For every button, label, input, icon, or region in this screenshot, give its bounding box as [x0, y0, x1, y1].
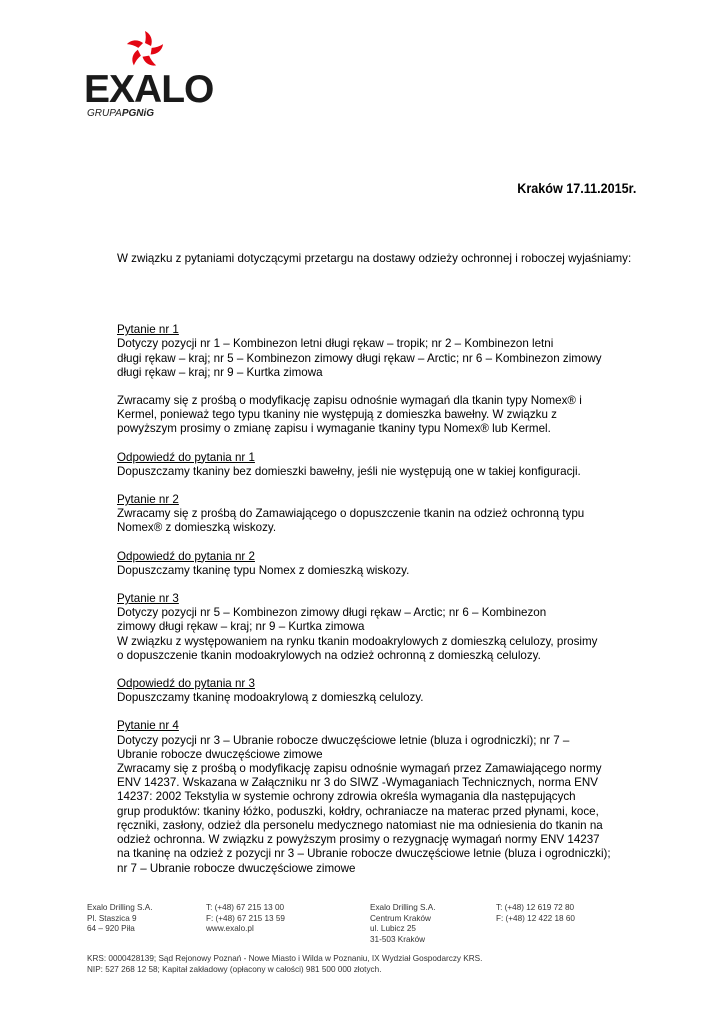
qa-heading: Odpowiedź do pytania nr 2	[117, 549, 255, 563]
qa-block	[117, 323, 638, 380]
letter-body	[117, 252, 638, 890]
star-petal	[127, 38, 143, 49]
qa-line: Zwracamy się z prośbą o modyfikację zapisu odnośnie wymagań przez Zamawiającego normy	[117, 762, 602, 776]
qa-heading: Pytanie nr 2	[117, 493, 179, 507]
qa-line: długi rękaw – kraj; nr 9 – Kurtka zimowa	[117, 365, 323, 379]
qa-line: na tkaninę na odzież z pozycji nr 3 – Ubranie robocze dwuczęściowe letnie (bluza i ogrodniczki);	[117, 847, 611, 861]
document-date: Kraków 17.11.2015r.	[516, 180, 636, 196]
qa-line: Zwracamy się z prośbą o modyfikację zapisu odnośnie wymagań dla tkanin typy Nomex® i	[117, 394, 582, 408]
intro-paragraph: W związku z pytaniami dotyczącymi przetargu na dostawy odzieży ochronnej i roboczej wyjaśniamy:	[117, 252, 632, 265]
qa-line: Dopuszczamy tkaniny bez domieszki bawełny, jeśli nie występują one w takiej konfiguracji.	[117, 464, 581, 478]
qa-line: powyższym prosimy o zmianę zapisu i wymaganie tkaniny typu Nomex® lub Kermel.	[117, 422, 551, 436]
footer-line: 64 – 920 Piła	[87, 924, 135, 933]
company-logo	[84, 28, 214, 123]
qa-block	[117, 493, 638, 536]
qa-line: Zwracamy się z prośbą do Zamawiającego o dopuszczenie tkanin na odzież ochronną typu	[117, 507, 585, 521]
qa-line: 14237: 2002 Tekstylia w systemie ochrony zdrowia określa wymagania dla następujących	[117, 790, 576, 804]
qa-line: Dotyczy pozycji nr 1 – Kombinezon letni długi rękaw – tropik; nr 2 – Kombinezon letni	[117, 337, 554, 351]
qa-line: Nomex® z domieszką wiskozy.	[117, 521, 277, 535]
footer-legal-line: KRS: 0000428139; Sąd Rejonowy Poznań - Nowe Miasto i Wilda w Poznaniu, IX Wydział Gospodarczy KRS.	[87, 954, 483, 963]
qa-block	[117, 394, 638, 437]
qa-heading: Odpowiedź do pytania nr 1	[117, 450, 255, 464]
logo-tagline	[87, 109, 154, 119]
footer-legal-line: NIP: 527 268 12 58; Kapitał zakładowy (opłacony w całości) 981 500 000 złotych.	[87, 965, 382, 974]
qa-heading: Odpowiedź do pytania nr 3	[117, 677, 255, 691]
qa-line: grup produktów: tkaniny łóżko, poduszki, kołdry, ochraniacze na materac przed płynami, koce,	[117, 804, 599, 818]
star-petal	[128, 49, 142, 65]
qa-line: odzież ochronna. W związku z powyższym prosimy o rezygnację wymagań normy ENV 14237	[117, 833, 600, 847]
footer-line: T: (+48) 12 619 72 80	[496, 903, 575, 912]
footer-line: Centrum Kraków	[370, 913, 431, 923]
qa-line: zimowy długi rękaw – kraj; nr 9 – Kurtka zimowa	[117, 620, 365, 634]
qa-line: ENV 14237. Wskazana w Załączniku nr 3 do SIWZ -Wymaganiach Technicznych, norma ENV	[117, 776, 599, 790]
qa-block	[117, 719, 638, 875]
footer-website-link[interactable]: www.exalo.pl	[206, 924, 254, 933]
logo-tagline-brand: PGNiG	[121, 108, 155, 119]
footer-address-pila	[87, 903, 153, 935]
qa-line: o dopuszczenie tkanin modoakrylowych na odzież ochronną z domieszką celulozy.	[117, 648, 541, 662]
qa-line: Dopuszczamy tkaninę typu Nomex z domieszką wiskozy.	[117, 563, 410, 577]
footer-line: Pl. Staszica 9	[87, 913, 137, 923]
footer-line: F: (+48) 67 215 13 59	[206, 913, 285, 923]
footer-line: 31-503 Kraków	[370, 934, 426, 944]
footer-contact-krakow	[496, 903, 575, 924]
qa-block	[117, 550, 638, 578]
footer-line: T: (+48) 67 215 13 00	[206, 903, 285, 912]
footer-line: Exalo Drilling S.A.	[87, 903, 153, 912]
qa-line: ręczniki, zasłony, odzież dla personelu medycznego natomiast nie ma odniesienia do tkanin na	[117, 818, 603, 832]
qa-heading: Pytanie nr 3	[117, 592, 179, 606]
star-petal	[149, 44, 165, 55]
qa-heading: Pytanie nr 1	[117, 323, 179, 337]
qa-line: Dotyczy pozycji nr 3 – Ubranie robocze dwuczęściowe letnie (bluza i ogrodniczki); nr 7 –	[117, 733, 570, 747]
qa-line: W związku z występowaniem na rynku tkanin modoakrylowych z domieszką celulozy, prosimy	[117, 634, 598, 648]
question-answer-list	[117, 323, 638, 876]
star-petal	[145, 31, 152, 46]
logo-tagline-prefix: GRUPA	[87, 108, 122, 119]
qa-line: Dopuszczamy tkaninę modoakrylową z domieszką celulozy.	[117, 691, 424, 705]
footer-legal	[87, 953, 482, 975]
qa-line: Kermel, ponieważ tego typu tkaniny nie występują z domieszka bawełny. W związku z	[117, 408, 557, 422]
qa-block	[117, 592, 638, 663]
star-petal	[142, 53, 156, 69]
footer-line: F: (+48) 12 422 18 60	[496, 913, 575, 923]
qa-line: długi rękaw – kraj; nr 5 – Kombinezon zimowy długi rękaw – Arctic; nr 6 – Kombinezon zimowy	[117, 351, 602, 365]
footer-contact-pila	[206, 903, 285, 935]
footer-line: Exalo Drilling S.A.	[370, 903, 436, 912]
exalo-star-icon	[122, 28, 168, 72]
logo-wordmark: EXALO	[84, 68, 214, 111]
qa-heading: Pytanie nr 4	[117, 719, 179, 733]
qa-block	[117, 451, 638, 479]
footer-address-krakow	[370, 903, 436, 945]
qa-line: Dotyczy pozycji nr 5 – Kombinezon zimowy długi rękaw – Arctic; nr 6 – Kombinezon	[117, 606, 547, 620]
qa-block	[117, 677, 638, 705]
qa-line: Ubranie robocze dwuczęściowe zimowe	[117, 747, 323, 761]
footer-line: ul. Lubicz 25	[370, 924, 416, 933]
qa-line: nr 7 – Ubranie robocze dwuczęściowe zimowe	[117, 861, 356, 875]
